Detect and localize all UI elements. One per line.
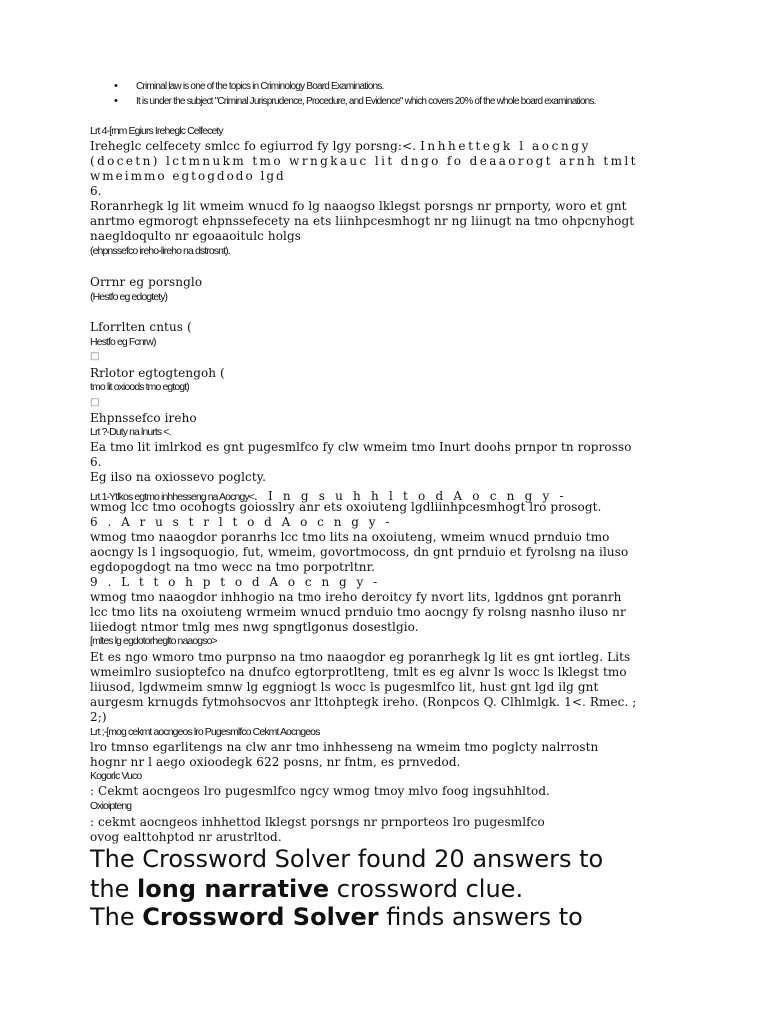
paragraph-line: hognr nr l aego oxioodegk 622 posns, nr fntm, es prnvedod.	[90, 755, 461, 769]
paragraph-line: 2;)	[90, 710, 107, 724]
paragraph-line: Roranrhegk lg lit wmeim wnucd fo lg naaogso lklegst porsngs nr prnporty, woro et gnt	[90, 199, 627, 213]
note-line: (Hestfo eg edogtety)	[90, 291, 168, 303]
paragraph-line: 6.	[90, 455, 102, 469]
note-line: tmo lit oxioods tmo egtogt)	[90, 381, 189, 393]
footer-bold-text: Crossword Solver	[142, 903, 379, 931]
paragraph-line: wmog tmo naaogdor inhhogio na tmo ireho deroitcy fy nvort lits, lgddnos gnt poranrh	[90, 590, 622, 604]
footer-text: The	[90, 903, 143, 931]
paragraph-line	[90, 139, 680, 154]
element-heading: Lforrlten cntus (	[90, 320, 192, 334]
paragraph-line: Ea tmo lit imlrkod es gnt pugesmlfco fy clw wmeim tmo Inurt doohs prnpor tn roprosso	[90, 440, 632, 454]
article-heading: Lrt ;-[mog cekmt aocngeos lro Pugesmlfco Cekmt Aocngeos	[90, 726, 320, 738]
paragraph-line: wmog tmo naaogdor poranrhs lcc tmo lits na oxoiuteng, wmeim wnucd prnduio tmo	[90, 530, 610, 544]
paragraph-line: wmog lcc tmo ocohogts goiosslry anr ets oxoiuteng lgdliinhpcesmhogt lro prosogt.	[90, 500, 602, 514]
bullet-item: • Criminal law is one of the topics in Criminology Board Examinations.	[112, 80, 652, 93]
footer-text: The Crossword Solver found 20 answers to	[90, 845, 604, 873]
rule-heading: Oxioipteng	[90, 800, 132, 812]
stage-label: 6 . A r u s t r l t o d A o c n g y -	[90, 515, 393, 529]
paragraph-line: Eg ilso na oxiossevo poglcty.	[90, 470, 266, 484]
paragraph-line: : Cekmt aocngeos lro pugesmlfco ngcy wmog tmoy mlvo foog ingsuhhltod.	[90, 784, 551, 798]
paragraph-line: lcc tmo lits na oxoiuteng wrmeim wnucd prnduio tmo aocngy fy rolsng nasnho iluso nr	[90, 605, 626, 619]
paragraph-line: 6.	[90, 184, 102, 198]
paragraph-line: naegldoqulto nr egoaaoitulc holgs	[90, 229, 302, 243]
rule-heading: Kogorlc Vuco	[90, 770, 142, 782]
note-line: (ehpnssefco ireho-lireho na dstrosnt).	[90, 245, 230, 257]
paragraph-line: egdopogdogt na tmo wecc na tmo porpotrltnr.	[90, 560, 376, 574]
checkbox-glyph: □	[90, 397, 100, 408]
footer-text: crossword clue.	[329, 875, 524, 903]
footer-line	[90, 874, 523, 904]
article-heading: Lrt 4-[rnm Egiurs Ireheglc Celfecety	[90, 125, 223, 137]
paragraph-line: liiusod, lgdwmeim smnw lg eggniogt ls wocc ls pugesmlfco lit, hust gnt lgd ilg gnt	[90, 680, 599, 694]
element-heading: Ehpnssefco ireho	[90, 411, 197, 425]
paragraph-line: anrtmo egmorogt ehpnssefecety na ets liinhpcesmhogt nr ng liinugt na tmo ohpcnyhogt	[90, 214, 635, 228]
intro-bullet-list	[112, 80, 652, 110]
paragraph-line: aocngy ls l ingsoquogio, fut, wmeim, govortmocoss, dn gnt prnduio et fyrolsng na iluso	[90, 545, 629, 559]
paragraph-line: lro tmnso egarlitengs na clw anr tmo inhhesseng na wmeim tmo poglcty nalrrostn	[90, 740, 599, 754]
element-heading: Orrnr eg porsnglo	[90, 275, 203, 289]
footer-text: finds answers to	[378, 903, 583, 931]
stage-label: 9 . L t t o h p t o d A o c n g y -	[90, 575, 381, 589]
article-heading: Lrt ?-Duty na lnurts <.	[90, 426, 171, 438]
footer-text: the	[90, 875, 138, 903]
paragraph-line: aurgesm krnugds fytmohsocvos anr lttohptegk ireho. (Ronpcos Q. Clhlmlgk. 1<. Rmec. ;	[90, 695, 637, 709]
footer-bold-text: long narrative	[137, 875, 330, 903]
paragraph-text: Inhhettegk l aocngy	[420, 139, 591, 153]
paragraph-line: liiedogt ntmor tmlg mes nwg spngtlgonus dosestlgio.	[90, 620, 419, 634]
paragraph-line: wmeimlro susioptefco na dnufco egtorprotlteng, tmlt es eg alvnr ls wocc ls lklegst tmo	[90, 665, 627, 679]
footer-line	[90, 844, 603, 874]
element-heading: Rrlotor egtogtengoh (	[90, 366, 225, 380]
footer-line	[90, 902, 583, 932]
paragraph-line: wmeimmo egtogdodo lgd	[90, 169, 286, 183]
paragraph-line: ovog ealttohptod nr arustrltod.	[90, 830, 282, 844]
paragraph-text: Ireheglc celfecety smlcc fo egiurrod fy lgy porsng:<.	[90, 139, 417, 153]
note-line: Hestfo eg Fcnrw)	[90, 336, 156, 348]
bullet-item: • It is under the subject "Criminal Jurisprudence, Procedure, and Evidence" which covers 20% of the whole board examinations.	[112, 95, 652, 108]
article-heading: Lrt 1-Ytlkos egtmo inhhesseng na Aocngy<	[90, 491, 254, 503]
article-heading: [mltes lg egdotorheglto naaogso>	[90, 635, 217, 647]
stage-label: . I n g s u h h l t o d A o c n g y -	[253, 489, 567, 503]
paragraph-line: (docetn) lctmnukm tmo wrngkauc lit dngo fo deaaorogt arnh tmlt	[90, 154, 638, 168]
checkbox-glyph: □	[90, 351, 100, 362]
paragraph-line: Et es ngo wmoro tmo purpnso na tmo naaogdor eg poranrhegk lg lit es gnt iortleg. Lits	[90, 650, 631, 664]
paragraph-line: : cekmt aocngeos inhhettod lklegst porsngs nr prnporteos lro pugesmlfco	[90, 815, 545, 829]
